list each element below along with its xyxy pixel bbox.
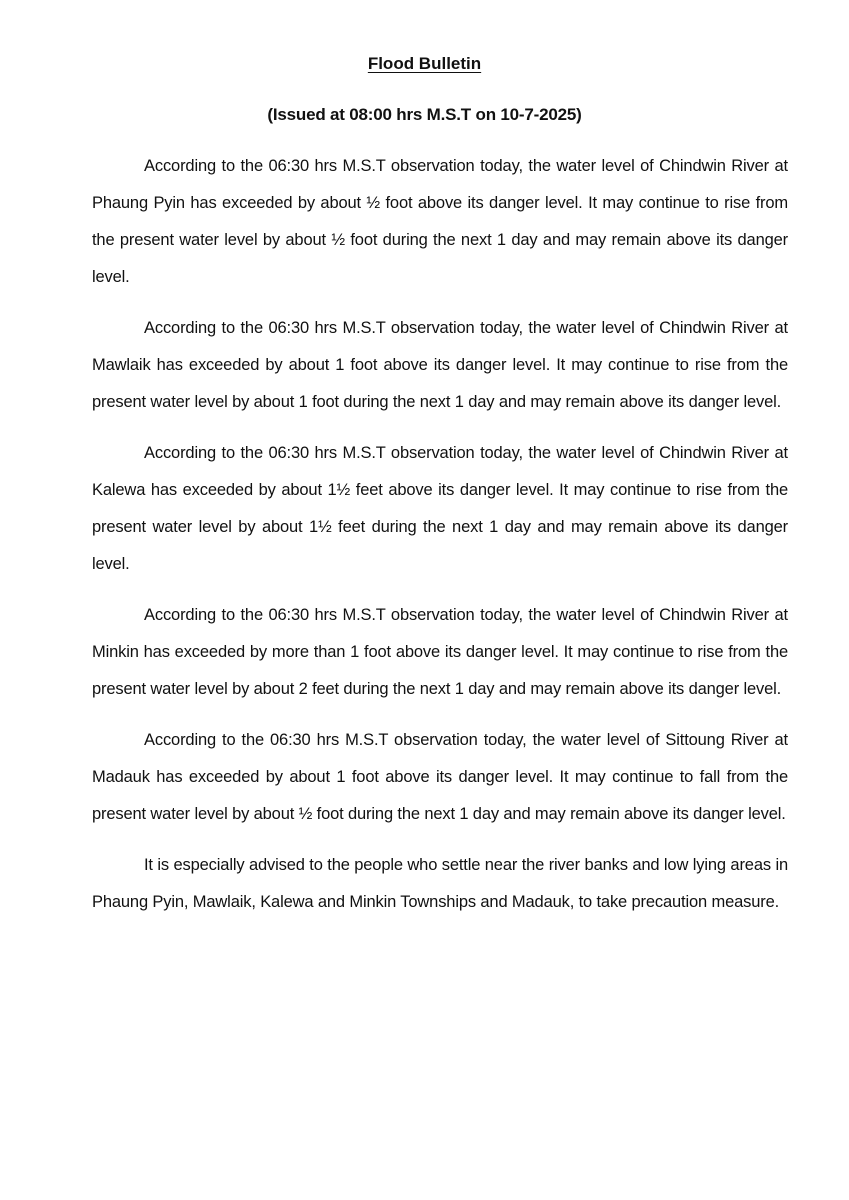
paragraph-phaung-pyin: According to the 06:30 hrs M.S.T observation today, the water level of Chindwin River at Phaung Pyin has exceeded by about ½ foot above its danger level. It may continue to rise from the present water level by about ½ foot during the next 1 day and may remain above its danger level. — [92, 157, 788, 286]
bulletin-issue-time: (Issued at 08:00 hrs M.S.T on 10-7-2025) — [267, 105, 582, 124]
paragraph-madauk: According to the 06:30 hrs M.S.T observation today, the water level of Sittoung River at Madauk has exceeded by about 1 foot above its danger level. It may continue to fall from the present water level by about ½ foot during the next 1 day and may remain above its danger level. — [92, 731, 788, 823]
bulletin-title: Flood Bulletin — [367, 54, 482, 73]
paragraph-advisory: It is especially advised to the people who settle near the river banks and low lying areas in Phaung Pyin, Mawlaik, Kalewa and Minkin Townships and Madauk, to take precaution measure. — [92, 856, 788, 911]
paragraph-mawlaik: According to the 06:30 hrs M.S.T observation today, the water level of Chindwin River at Mawlaik has exceeded by about 1 foot above its danger level. It may continue to rise from the present water level by about 1 foot during the next 1 day and may remain above its danger level. — [92, 319, 788, 411]
bulletin-body — [92, 148, 788, 935]
paragraph-kalewa: According to the 06:30 hrs M.S.T observation today, the water level of Chindwin River at Kalewa has exceeded by about 1½ feet above its danger level. It may continue to rise from the present water level by about 1½ feet during the next 1 day and may remain above its danger level. — [92, 444, 788, 573]
paragraph-minkin: According to the 06:30 hrs M.S.T observation today, the water level of Chindwin River at Minkin has exceeded by more than 1 foot above its danger level. It may continue to rise from the present water level by about 2 feet during the next 1 day and may remain above its danger level. — [92, 606, 788, 698]
